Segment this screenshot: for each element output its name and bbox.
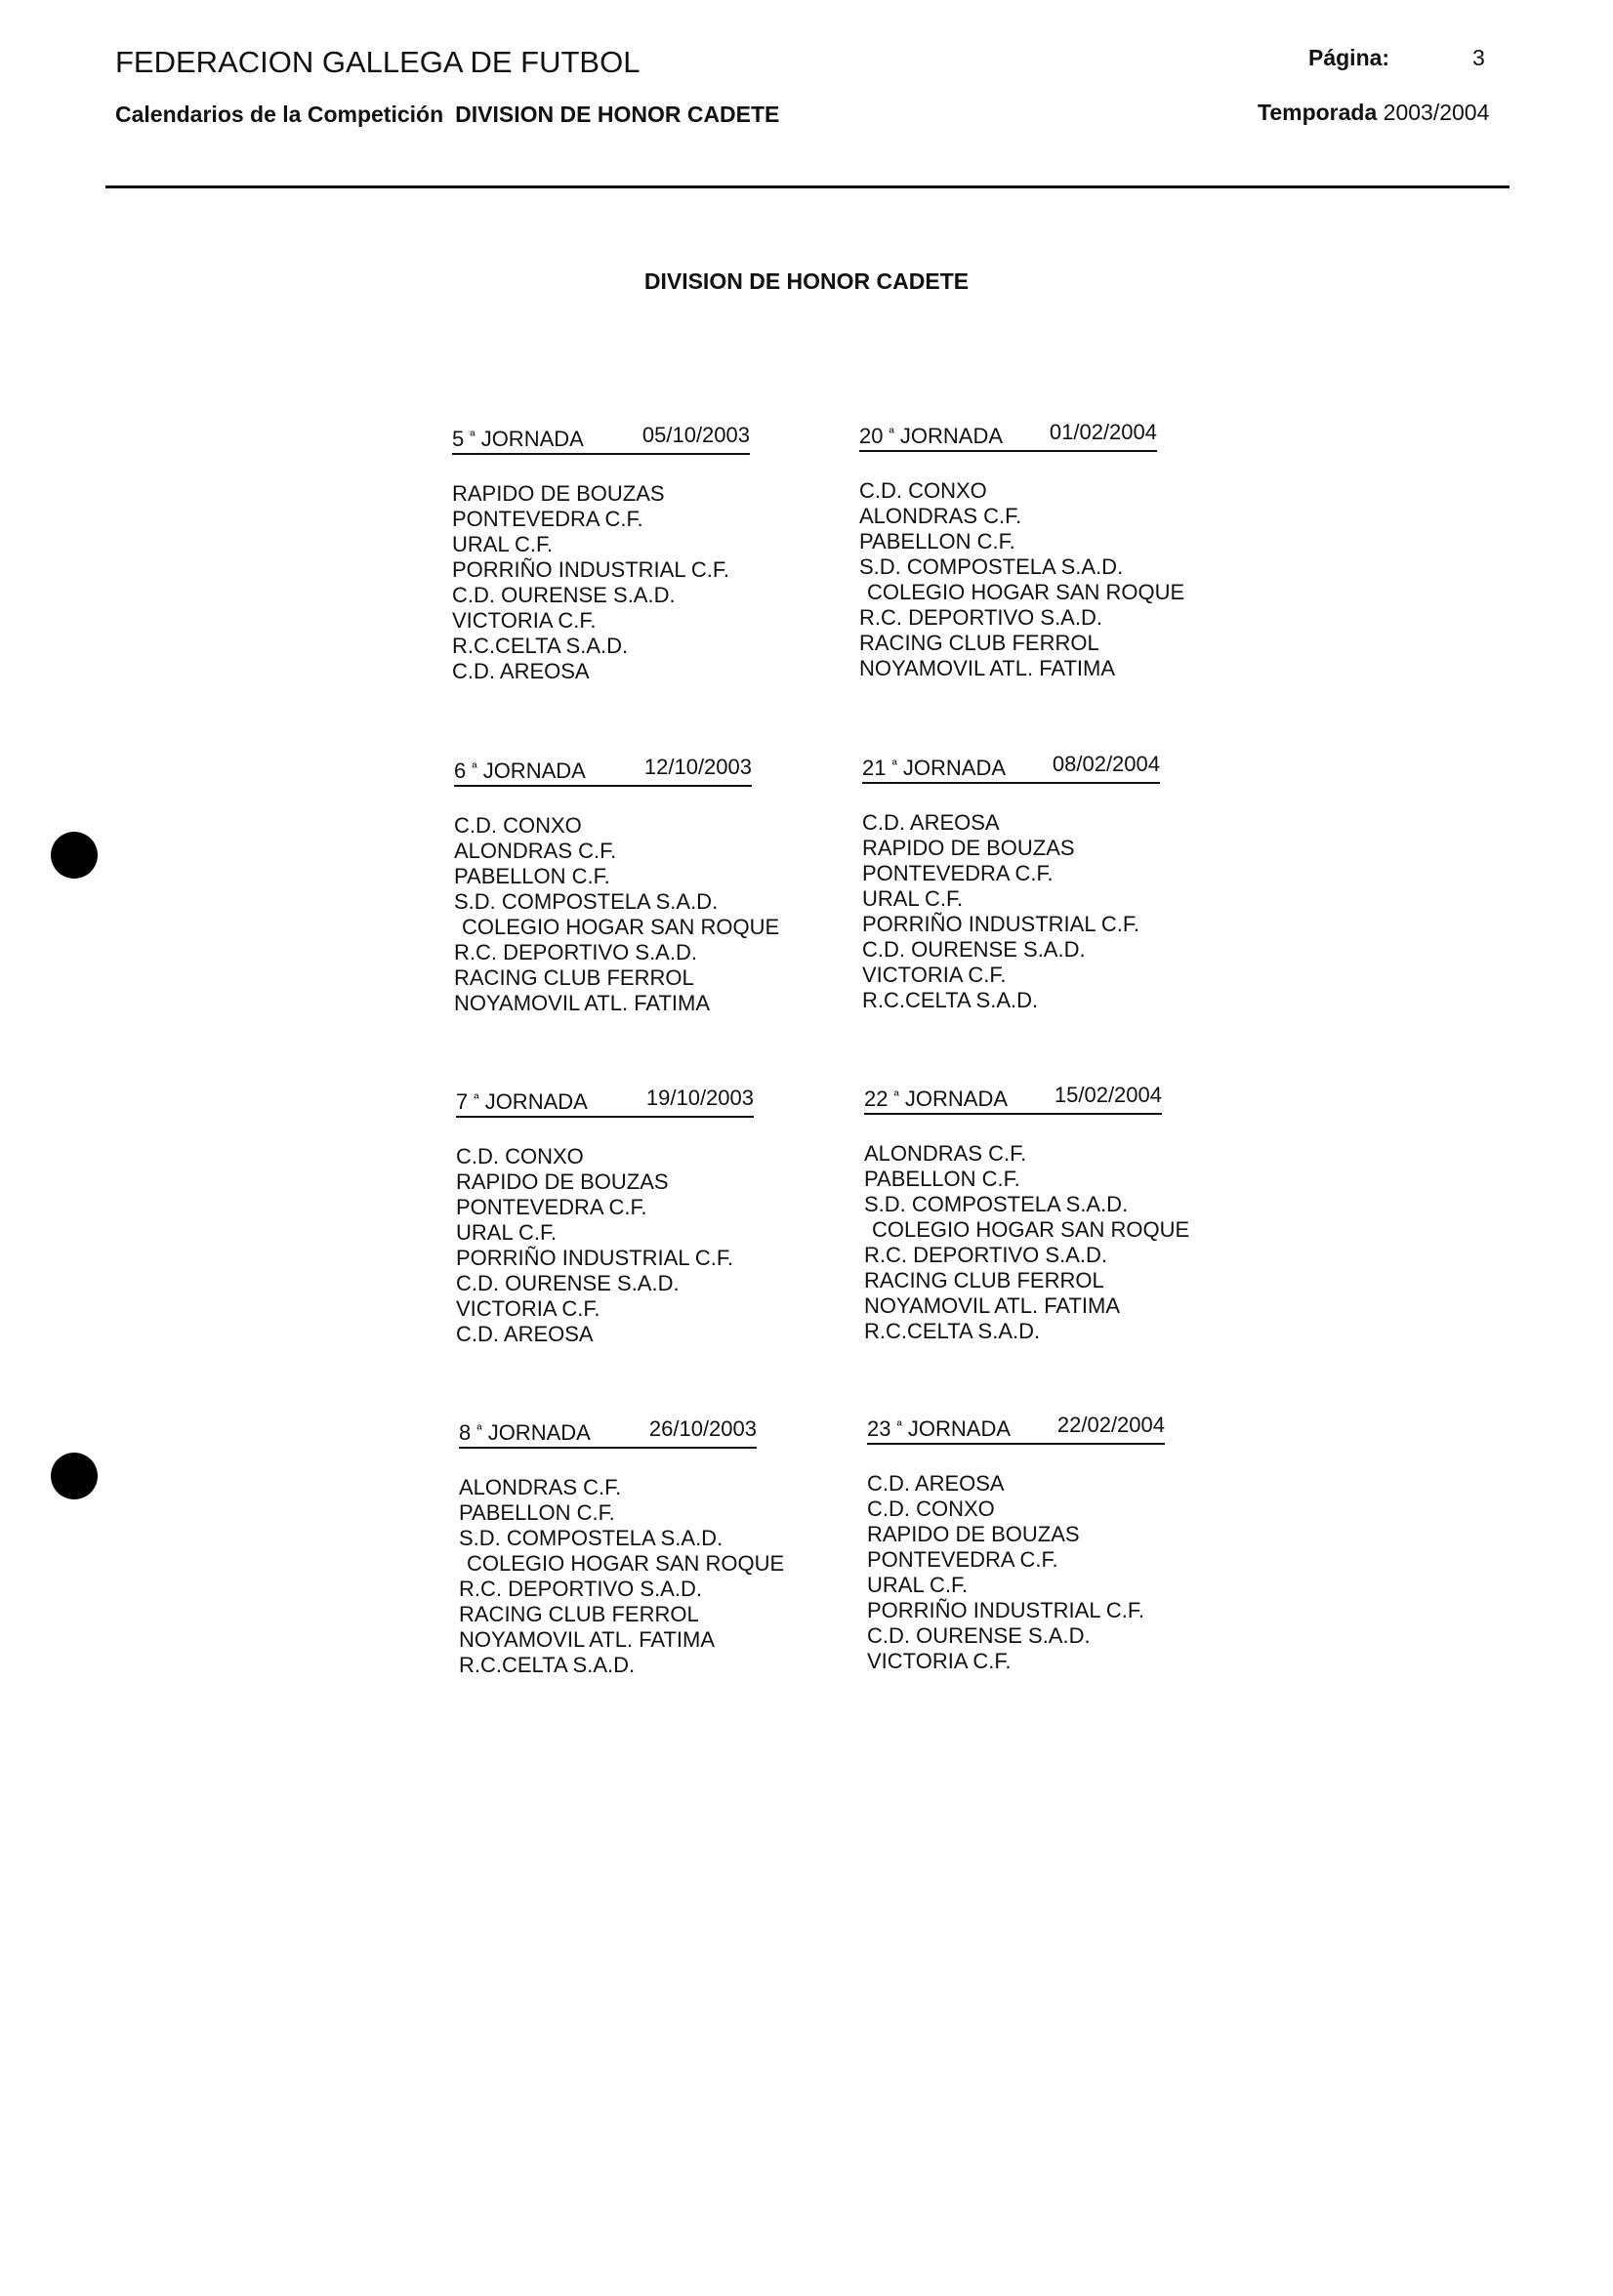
team-name: VICTORIA C.F.	[867, 1649, 1012, 1673]
jornada-block	[859, 420, 1184, 681]
jornada-number: 8	[459, 1420, 472, 1445]
jornada-date: 19/10/2003	[645, 1086, 754, 1110]
team-name: R.C. DEPORTIVO S.A.D.	[864, 1243, 1107, 1267]
team-name: VICTORIA C.F.	[862, 963, 1007, 987]
team-name: C.D. AREOSA	[456, 1322, 594, 1346]
jornada-block	[454, 755, 779, 1016]
jornada-header	[454, 755, 752, 787]
jornada-label: JORNADA	[482, 758, 586, 783]
team-name: C.D. AREOSA	[867, 1471, 1005, 1496]
jornada-title	[862, 752, 1006, 781]
jornada-header	[456, 1086, 754, 1118]
jornada-block	[452, 423, 750, 684]
team-name: NOYAMOVIL ATL. FATIMA	[454, 991, 711, 1015]
team-name: PONTEVEDRA C.F.	[862, 861, 1054, 885]
jornada-title	[456, 1086, 588, 1115]
jornada-label: JORNADA	[487, 1420, 591, 1445]
team-name: PABELLON C.F.	[454, 864, 610, 888]
jornada-label: JORNADA	[899, 424, 1004, 448]
team-name: URAL C.F.	[867, 1573, 969, 1597]
competition-subtitle	[115, 102, 791, 128]
jornada-ordinal: ª	[889, 425, 894, 440]
jornada-number: 22	[864, 1086, 889, 1111]
jornada-ordinal: ª	[474, 1090, 479, 1106]
jornada-date: 05/10/2003	[641, 423, 750, 447]
team-name: C.D. OURENSE S.A.D.	[867, 1623, 1091, 1648]
team-name: C.D. OURENSE S.A.D.	[862, 937, 1086, 962]
team-name: RAPIDO DE BOUZAS	[456, 1169, 669, 1194]
team-name: ALONDRAS C.F.	[859, 504, 1022, 528]
team-name: C.D. CONXO	[867, 1496, 995, 1521]
organization-title: FEDERACION GALLEGA DE FUTBOL	[115, 45, 641, 79]
jornada-label: JORNADA	[484, 1089, 588, 1114]
jornada-block	[862, 752, 1160, 1013]
jornada-number: 23	[867, 1416, 891, 1441]
team-name: PONTEVEDRA C.F.	[867, 1547, 1058, 1572]
jornada-number: 5	[452, 427, 465, 451]
team-name: PORRIÑO INDUSTRIAL C.F.	[867, 1598, 1144, 1622]
jornada-date: 08/02/2004	[1052, 752, 1160, 776]
team-name: RAPIDO DE BOUZAS	[867, 1522, 1080, 1546]
team-name: PORRIÑO INDUSTRIAL C.F.	[452, 557, 729, 582]
team-name: R.C.CELTA S.A.D.	[459, 1653, 636, 1677]
team-name: COLEGIO HOGAR SAN ROQUE	[462, 915, 780, 939]
jornada-label: JORNADA	[480, 427, 584, 451]
jornada-block	[867, 1413, 1165, 1674]
jornada-ordinal: ª	[476, 1421, 482, 1437]
season-value: 2003/2004	[1383, 100, 1490, 125]
team-name: COLEGIO HOGAR SAN ROQUE	[467, 1551, 785, 1576]
jornada-header	[862, 752, 1160, 784]
team-name: PABELLON C.F.	[864, 1167, 1020, 1191]
jornada-label: JORNADA	[902, 756, 1007, 780]
jornada-header	[864, 1083, 1162, 1115]
team-name: S.D. COMPOSTELA S.A.D.	[459, 1526, 724, 1550]
team-name: PABELLON C.F.	[859, 529, 1015, 554]
subtitle-prefix: Calendarios de la Competición	[115, 102, 444, 127]
team-name: RACING CLUB FERROL	[454, 965, 694, 990]
team-name: ALONDRAS C.F.	[459, 1475, 622, 1499]
jornada-title	[867, 1413, 1011, 1442]
page-number: 3	[1472, 45, 1485, 70]
jornada-number: 21	[862, 756, 887, 780]
team-name: C.D. OURENSE S.A.D.	[456, 1271, 680, 1295]
jornada-title	[454, 755, 586, 784]
team-name: PORRIÑO INDUSTRIAL C.F.	[456, 1246, 733, 1270]
team-name: R.C.CELTA S.A.D.	[864, 1319, 1041, 1343]
team-name: RACING CLUB FERROL	[864, 1268, 1104, 1292]
jornada-date: 26/10/2003	[648, 1416, 757, 1441]
team-name: NOYAMOVIL ATL. FATIMA	[864, 1293, 1121, 1318]
team-name: C.D. CONXO	[454, 813, 582, 838]
jornada-ordinal: ª	[896, 1417, 902, 1433]
binder-hole-top	[51, 832, 98, 879]
team-name: RACING CLUB FERROL	[459, 1602, 699, 1626]
team-name: COLEGIO HOGAR SAN ROQUE	[867, 580, 1185, 604]
page-label: Página:	[1308, 45, 1390, 70]
jornada-block	[864, 1083, 1189, 1344]
jornada-title	[452, 423, 584, 452]
team-name: RACING CLUB FERROL	[859, 631, 1099, 655]
season-label: Temporada	[1258, 100, 1378, 125]
team-name: PABELLON C.F.	[459, 1500, 615, 1525]
binder-hole-bottom	[51, 1453, 98, 1499]
team-name: RAPIDO DE BOUZAS	[452, 481, 665, 506]
jornada-ordinal: ª	[472, 759, 477, 775]
team-name: S.D. COMPOSTELA S.A.D.	[454, 889, 719, 914]
team-name: ALONDRAS C.F.	[454, 839, 617, 863]
team-name: C.D. CONXO	[456, 1144, 584, 1168]
jornada-date: 12/10/2003	[643, 755, 752, 779]
team-name: PONTEVEDRA C.F.	[452, 507, 643, 531]
team-name: C.D. AREOSA	[862, 810, 1000, 835]
team-name: C.D. AREOSA	[452, 659, 590, 683]
team-name: URAL C.F.	[862, 886, 964, 911]
team-name: S.D. COMPOSTELA S.A.D.	[859, 554, 1124, 579]
jornada-header	[459, 1416, 757, 1449]
jornada-ordinal: ª	[891, 757, 897, 772]
jornada-title	[864, 1083, 1008, 1112]
header-divider	[105, 185, 1510, 188]
team-name: URAL C.F.	[452, 532, 554, 556]
competition-name: DIVISION DE HONOR CADETE	[455, 102, 780, 127]
team-name: PORRIÑO INDUSTRIAL C.F.	[862, 912, 1139, 936]
jornada-header	[452, 423, 750, 455]
team-name: NOYAMOVIL ATL. FATIMA	[859, 656, 1116, 680]
team-name: S.D. COMPOSTELA S.A.D.	[864, 1192, 1129, 1216]
jornada-block	[456, 1086, 754, 1347]
document-title: DIVISION DE HONOR CADETE	[643, 268, 970, 294]
jornada-block	[459, 1416, 784, 1678]
jornada-header	[867, 1413, 1165, 1445]
team-name: ALONDRAS C.F.	[864, 1141, 1027, 1166]
team-name: R.C. DEPORTIVO S.A.D.	[459, 1577, 702, 1601]
team-name: R.C. DEPORTIVO S.A.D.	[454, 940, 697, 964]
jornada-number: 20	[859, 424, 884, 448]
jornada-date: 01/02/2004	[1049, 420, 1157, 444]
jornada-title	[859, 420, 1003, 449]
jornada-label: JORNADA	[907, 1416, 1012, 1441]
jornada-ordinal: ª	[893, 1087, 899, 1103]
team-name: COLEGIO HOGAR SAN ROQUE	[872, 1217, 1190, 1242]
jornada-title	[459, 1416, 591, 1446]
jornada-label: JORNADA	[904, 1086, 1009, 1111]
jornada-header	[859, 420, 1157, 452]
team-name: R.C. DEPORTIVO S.A.D.	[859, 605, 1102, 630]
jornada-date: 22/02/2004	[1056, 1413, 1165, 1437]
jornada-date: 15/02/2004	[1054, 1083, 1162, 1107]
team-name: VICTORIA C.F.	[452, 608, 597, 633]
team-name: URAL C.F.	[456, 1220, 558, 1245]
team-name: R.C.CELTA S.A.D.	[862, 988, 1039, 1012]
jornada-ordinal: ª	[470, 428, 476, 443]
team-name: RAPIDO DE BOUZAS	[862, 836, 1075, 860]
season	[1258, 100, 1489, 126]
team-name: PONTEVEDRA C.F.	[456, 1195, 647, 1219]
team-name: C.D. CONXO	[859, 478, 987, 503]
team-name: NOYAMOVIL ATL. FATIMA	[459, 1627, 716, 1652]
team-name: VICTORIA C.F.	[456, 1296, 600, 1321]
jornada-number: 7	[456, 1089, 469, 1114]
jornada-number: 6	[454, 758, 467, 783]
team-name: R.C.CELTA S.A.D.	[452, 634, 629, 658]
team-name: C.D. OURENSE S.A.D.	[452, 583, 676, 607]
